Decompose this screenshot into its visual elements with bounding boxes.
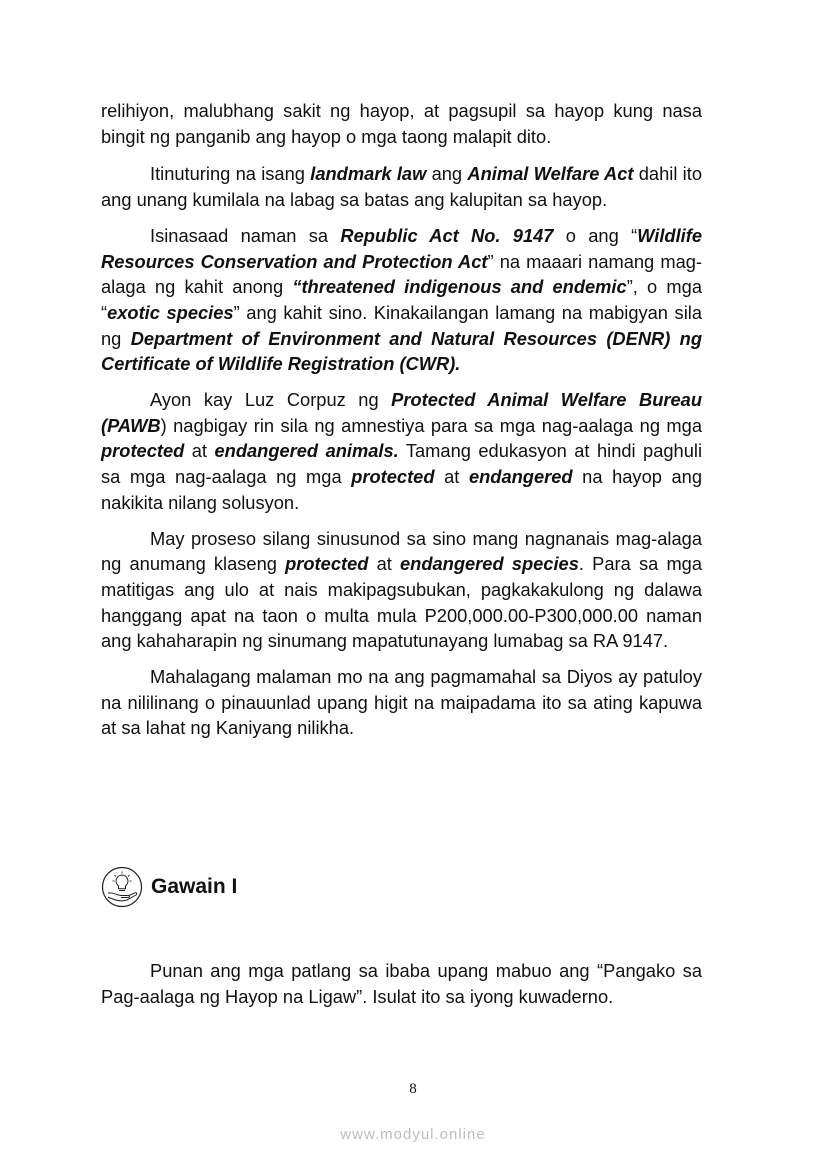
text-run: na hayop ang nakikita nilang solusyon. — [101, 466, 702, 513]
paragraph-5 — [101, 526, 702, 655]
text-run: Punan ang mga patlang sa ibaba upang mabuo ang “Pangako sa Pag-aalaga ng Hayop na Ligaw”. Isulat ito sa iyong kuwaderno. — [101, 960, 702, 1007]
section-title: Gawain I — [151, 875, 238, 898]
text-run: relihiyon, malubhang sakit ng hayop, at pagsupil sa hayop kung nasa bingit ng panganib ang hayop o mga taong malapit dito. — [101, 100, 702, 147]
text-run: ”, o mga “ — [101, 276, 702, 323]
paragraph-6 — [101, 664, 702, 741]
text-run: dahil ito ang unang kumilala na labag sa batas ang kalupitan sa hayop. — [101, 163, 702, 211]
text-run: ” ang kahit sino. Kinakailangan lamang na mabigyan sila ng — [101, 301, 702, 349]
emphasis-text: Wildlife Resources Conservation and Protection Act — [101, 224, 703, 272]
emphasis-text: protected — [285, 553, 369, 575]
emphasis-text: protected — [101, 440, 185, 462]
emphasis-text: endangered animals. — [214, 440, 399, 462]
emphasis-text: Department of Environment and Natural Resources (DENR) ng Certificate of Wildlife Registration (CWR). — [101, 327, 702, 375]
emphasis-text: exotic species — [107, 301, 234, 323]
emphasis-text: Republic Act No. 9147 — [340, 224, 554, 246]
text-run: May proseso silang sinusunod sa sino mang nagnanais mag-alaga ng anumang klaseng — [101, 527, 702, 575]
body-text — [101, 98, 702, 741]
text-run: at — [184, 440, 215, 462]
text-run: ” na maaari namang mag-alaga ng kahit anong — [101, 250, 702, 298]
text-run: Isinasaad naman sa — [150, 224, 341, 246]
text-run: ang — [426, 163, 468, 185]
emphasis-text: endangered species — [400, 553, 579, 575]
page-number: 8 — [409, 1081, 417, 1097]
text-run: at — [434, 466, 469, 488]
watermark: www.modyul.online — [340, 1126, 486, 1143]
paragraph-3 — [101, 223, 702, 377]
emphasis-text: endangered — [468, 466, 573, 488]
emphasis-text: “threatened indigenous and endemic — [292, 276, 627, 298]
text-run: . Para sa mga matitigas ang ulo at nais makipagsubukan, pagkakakulong ng dalawa hanggang apat na taon o multa mula P200,000.00-P300,000.00 naman ang kahaharapin ng sinumang mapatutunayang lumabag sa RA 9147. — [101, 553, 703, 652]
emphasis-text: protected — [351, 466, 435, 488]
text-run: Tamang edukasyon at hindi paghuli sa mga nag-aalaga ng mga — [101, 440, 703, 488]
text-run: Itinuturing na isang — [150, 163, 311, 185]
text-run: ) nagbigay rin sila ng amnestiya para sa mga nag-aalaga ng mga — [160, 414, 702, 436]
text-run: Ayon kay Luz Corpuz ng — [150, 389, 392, 411]
text-run: o ang “ — [553, 224, 638, 246]
instruction-block — [101, 958, 702, 1009]
emphasis-text: Animal Welfare Act — [467, 163, 634, 185]
paragraph-2 — [101, 161, 702, 212]
emphasis-text: landmark law — [310, 163, 427, 185]
emphasis-text: Protected Animal Welfare Bureau (PAWB — [101, 389, 702, 436]
paragraph-1 — [101, 98, 702, 149]
paragraph-4 — [101, 387, 702, 516]
text-run: at — [368, 553, 401, 575]
section-heading — [101, 866, 237, 908]
text-run: Mahalagang malaman mo na ang pagmamahal sa Diyos ay patuloy na nililinang o pinauunlad upang higit na maipadama ito sa ating kapuwa at sa lahat ng Kaniyang nilikha. — [101, 666, 702, 739]
instruction-text — [101, 958, 702, 1009]
lightbulb-hand-icon — [101, 866, 143, 908]
